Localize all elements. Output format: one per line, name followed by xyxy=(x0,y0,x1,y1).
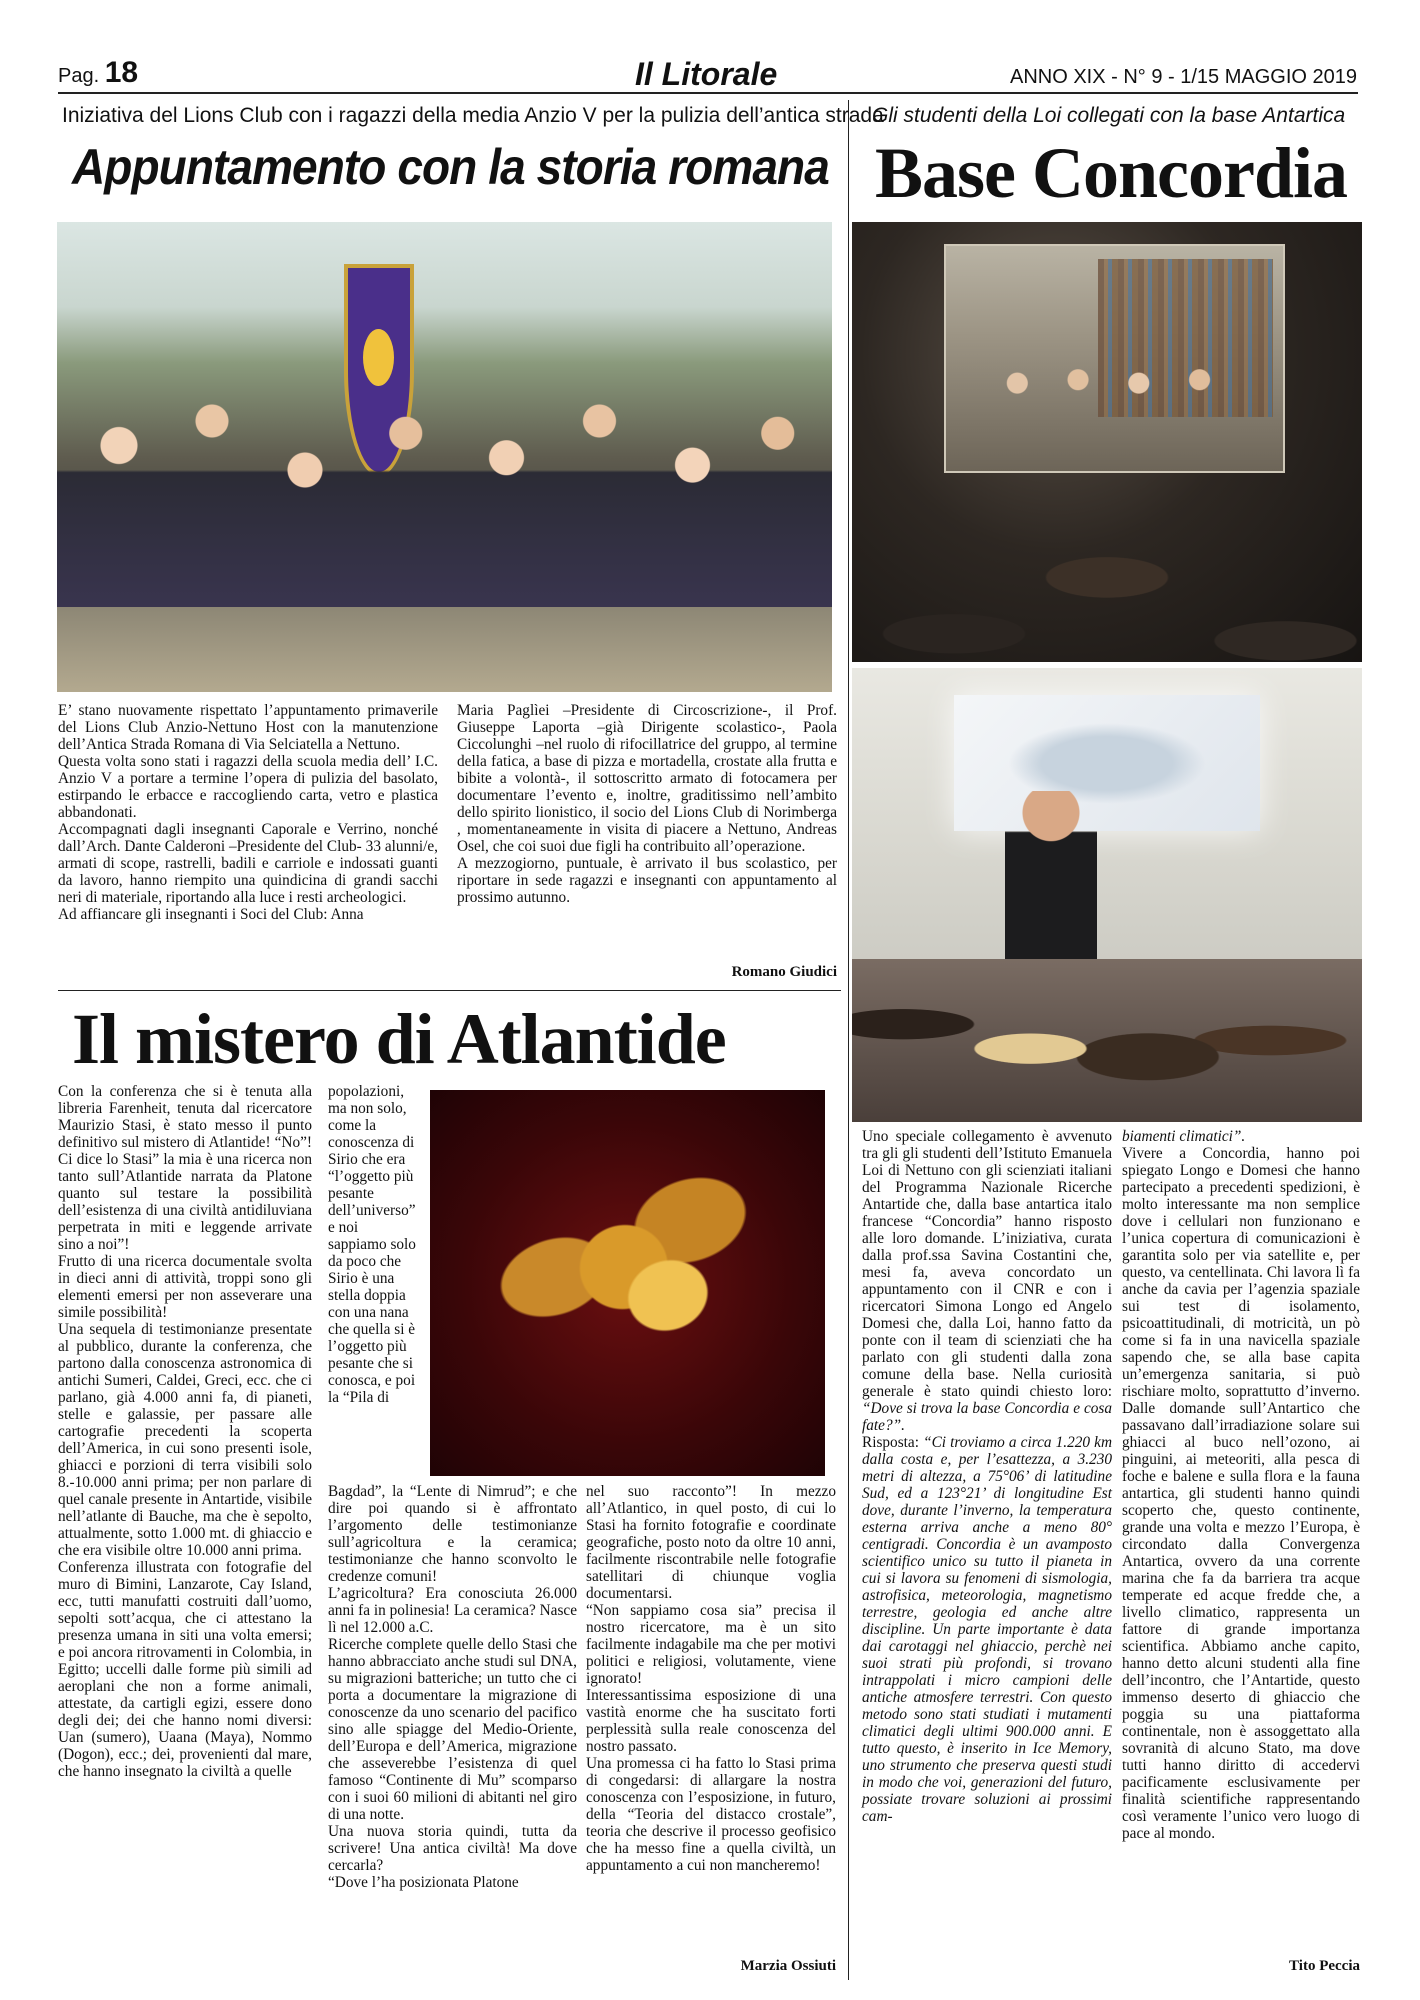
article-kicker: Iniziativa del Lions Club con i ragazzi della media Anzio V per la pulizia dell’antica strada xyxy=(62,104,884,127)
article-column: nel suo racconto”! In mezzo all’Atlantico, in quel posto, di cui lo Stasi ha fornito fotografie e coordinate geografiche, posto noto da oltre 10 anni, facilmente riscontrabile nelle fotografie satellitari di chiunque voglia documentarsi. “Non sappiamo cosa sia” precisa il nostro ricercatore, ma è un sito facilmente indagabile ma che per motivi politici e religiosi, volutamente, viene ignorato! Interessantissima esposizione di una vastità enorme che ha suscitato forti perplessità sulla reale conoscenza del nostro passato. Una promessa ci ha fatto lo Stasi prima di congedarsi: di allargare la nostra conoscenza con l’esposizione, in futuro, della “Teoria del distacco crostale”, teoria che descrive il processo geofisico che ha messo fine a quella civiltà, un appuntamento a cui non mancheremo! xyxy=(586,1483,836,1874)
speaker-lecture-photo xyxy=(852,668,1362,1122)
projected-map xyxy=(954,695,1260,831)
newspaper-name: Il Litorale xyxy=(635,56,778,92)
article-author: Romano Giudici xyxy=(731,964,837,980)
lions-club-group-photo xyxy=(57,222,832,692)
article-column: Bagdad”, la “Lente di Nimrud”; e che dire poi quando si è affrontato l’argomento delle testimonianze sull’agricoltura e la ceramica; testimonianze che hanno sconvolto le credenze comuni! L’agricoltura? Era conosciuta 26.000 anni fa in polinesia! La ceramica? Nasce lì nel 12.000 a.C. Ricerche complete quelle dello Stasi che hanno abbracciato anche studi sul DNA, su migrazioni batteriche; un tutto che ci porta a documentare la migrazione di conoscenze da uno scenario del pacifico sino alle spiagge del Medio-Oriente, dell’Europa e dell’America, migrazione che asseverebbe l’esistenza di quel famoso “Continente di Mu” scomparso con i suoi 60 milioni di abitanti nel giro di una notte. Una nuova storia quindi, tutta da scrivere! Una antica civiltà! Ma dove cercarla? “Dove l’ha posizionata Platone xyxy=(328,1483,577,1891)
article-column: E’ stano nuovamente rispettato l’appuntamento primaverile del Lions Club Anzio-Nettuno Host con la manutenzione dell’Antica Strada Romana di Via Selciatella a Nettuno. Questa volta sono stati i ragazzi della scuola media dell’ I.C. Anzio V a portare a termine l’opera di pulizia del basolato, estirpando le erbacce e raccogliendo carta, vetro e plastica abbandonati. Accompagnati dagli insegnanti Caporale e Verrino, nonché dall’Arch. Dante Calderoni –Presidente del Club- 33 alunni/e, armati di scope, rastrelli, badili e carriole e indossati guanti da lavoro, hanno riempito una quindicina di grandi sacchi neri di materiale, riportando alla luce i resti archeologici. Ad affiancare gli insegnanti i Soci del Club: Anna xyxy=(58,702,438,923)
speaker xyxy=(1005,791,1097,973)
article-headline: Il mistero di Atlantide xyxy=(72,999,726,1079)
column-divider xyxy=(848,100,849,1980)
road-ground xyxy=(57,607,832,692)
article-author: Marzia Ossiuti xyxy=(740,1958,836,1974)
section-rule xyxy=(58,990,841,991)
article-headline: Appuntamento con la storia romana xyxy=(72,139,829,195)
issue-date: ANNO XIX - N° 9 - 1/15 MAGGIO 2019 xyxy=(1010,66,1358,88)
video-call-projection-photo xyxy=(852,222,1362,662)
article-author: Tito Peccia xyxy=(1289,1958,1360,1974)
golden-artifact-photo xyxy=(430,1090,825,1476)
article-column: Maria Paglìei –Presidente di Circoscrizione-, il Prof. Giuseppe Laporta –già Dirigente scolastico-, Paola Ciccolunghi –nel ruolo di rifocillatrice del gruppo, al termine della fatica, a base di pizza e mortadella, crostate alla frutta e bibite a volontà-, il sottoscritto armato di fotocamera per documentare l’evento e, inoltre, graditissimo nell’ambito dello spirito lionistico, il socio del Lions Club di Norimberga , momentaneamente in visita di piacere a Nettuno, Andreas Osel, che coi suoi due figli ha contribuito all’operazione. A mezzogiorno, puntuale, è arrivato il bus scolastico, per riportare in sede ragazzi e insegnanti con appuntamento al prossimo autunno. xyxy=(457,702,837,906)
students-group xyxy=(57,372,832,616)
article-kicker: Gli studenti della Loi collegati con la base Antartica xyxy=(872,104,1346,127)
page-number: Pag. 18 xyxy=(58,56,139,89)
article-column: popolazioni, ma non solo, come la conoscenza di Sirio che era “l’oggetto più pesante dell’universo” e noi sappiamo solo da poco che Sirio è una stella doppia con una nana che quella si è l’oggetto più pesante che si conosca, e poi la “Pila di xyxy=(328,1083,416,1406)
projection-screen xyxy=(944,244,1286,473)
audience-silhouettes xyxy=(852,521,1362,662)
article-column: Uno speciale collegamento è avvenuto tra gli gli studenti dell’Istituto Emanuela Loi di Nettuno con gli scienziati italiani del Programma Nazionale Ricerche Antartide che, dalla base antartica italo francese “Concordia” hanno risposto alle loro domande. L’iniziativa, curata dalla prof.ssa Savina Costantini che, mesi fa, aveva concordato un appuntamento con il CNR e con i ricercatori Simona Longo ed Angelo Domesi che, dalla Loi, hanno fatto da ponte con il team di scienziati che ha parlato con gli studenti dalla zona comune della base. Nella curiosità generale è stato quindi chiesto loro: “Dove si trova la base Concordia e cosa fate?”. Risposta: “Ci troviamo a circa 1.220 km dalla costa e, per l’esattezza, a 3.230 metri di altezza, a 75°06’ di latitudine Sud, ed a 123°21’ di longitudine Est dove, durante l’inverno, la temperatura esterna arriva anche a meno 80° centigradi. Concordia è un avamposto scientifico unico su tutto il pianeta in cui si lavora su fenomeni di sismologia, astrofisica, meteorologia, magnetismo terrestre, geologia ed anche altre discipline. Un parte importante è data dai carotaggi nel ghiaccio, perchè nei suoi strati più profondi, si trovano intrappolati i micro campioni delle antiche atmosfere terrestri. Con questo metodo sono stati studiati i mutamenti climatici degli ultimi 900.000 anni. E tutto questo, è inserito in Ice Memory, uno strumento che preserva questi studi in modo che voi, generazioni del futuro, possiate trovare soluzioni ai prossimi cam- xyxy=(862,1128,1112,1825)
golden-airplane-artifact xyxy=(459,1123,796,1436)
article-column: biamenti climatici”. Vivere a Concordia, hanno poi spiegato Longo e Domesi che hanno partecipato a precedenti spedizioni, è molto interessante ma non semplice dove i cellulari non funzionano e l’unica copertura di comunicazioni è garantita solo per via satellite e, per questo, va centellinata. Chi lavora lì fa anche da cavia per l’agenzia spaziale sui test di isolamento, psicoattitudinali, di motricità, un pò come si fa in una navicella spaziale sapendo che, se alla base capita un’emergenza sanitaria, si può rischiare molto, soprattutto d’inverno. Dalle domande sull’Antartico che passavano dall’irradiazione solare sui ghiacci al buco nell’ozono, ai pinguini, ai meteoriti, alla pesca di foche e balene e sulla flora e la fauna antartica, gli studenti hanno quindi scoperto che, questo continente, grande una volta e mezzo l’Europa, è circondato dalla Convergenza Antartica, ovvero da una corrente marina che fa da barriera tra acque temperate ed acque fredde che, a livello climatico, rappresenta un fattore di grande importanza scientifica. Abbiamo anche capito, hanno detto alcuni studenti alla fine dell’incontro, che l’Antartide, questo immenso deserto di ghiaccio che poggia su una piattaforma continentale, non è assoggettato alla sovranità di alcuno Stato, ma dove tutti hanno diritto di accedervi pacificamente esclusivamente per finalità scientifiche rappresentando così veramente l’unico vero luogo di pace al mondo. xyxy=(1122,1128,1360,1842)
student-audience xyxy=(852,959,1362,1122)
masthead-rule xyxy=(58,92,1358,94)
article-column: Con la conferenza che si è tenuta alla libreria Farenheit, tenuta dal ricercatore Maurizio Stasi, è stato messo il punto definitivo sul mistero di Atlantide! “No”! Ci dice lo Stasi” la mia è una ricerca non tanto sull’Atlantide narrata da Platone quanto sul testare la possibilità dell’esistenza di una civiltà antidiluviana perpetrata in miti e leggende arrivate sino a noi”! Frutto di una ricerca documentale svolta in dieci anni di attività, troppi sono gli elementi emersi per non asseverare una simile possibilità! Una sequela di testimonianze presentate al pubblico, durante la conferenza, che partono dalla conoscenza astronomica di antichi Sumeri, Caldei, Greci, ecc. che ci parlano, già 4.000 anni fa, di pianeti, stelle e galassie, per passare alle cartografie precedenti la scoperta dell’America, in cui sono presenti isole, ghiacci e porzioni di terra visibili solo 8.-10.000 anni prima; per non parlare di quel canale presente in Antartide, visibile nell’atlante di Bauche, ma che è sepolto, attualmente, sotto 1.000 mt. di ghiaccio e che era visibile oltre 10.000 anni prima. Conferenza illustrata con fotografie del muro di Bimini, Lanzarote, Cay Island, ecc, tutti manufatti costruiti dall’uomo, sepolti sott’acqua, che ci attestano la presenza umana in siti una volta emersi; e poi ancora ritrovamenti in Colombia, in Egitto; uccelli dalle forme più simili ad aeroplani che non a forme animali, attestate, da cartigli egizi, essere dono degli dei; dei che hanno nomi diversi: Uan (sumero), Uaana (Maya), Nommo (Dogon), ecc.; dei, provenienti dal mare, che hanno insegnato la civiltà a quelle xyxy=(58,1083,312,1780)
article-headline: Base Concordia xyxy=(875,133,1347,213)
page-number-value: 18 xyxy=(104,56,139,89)
